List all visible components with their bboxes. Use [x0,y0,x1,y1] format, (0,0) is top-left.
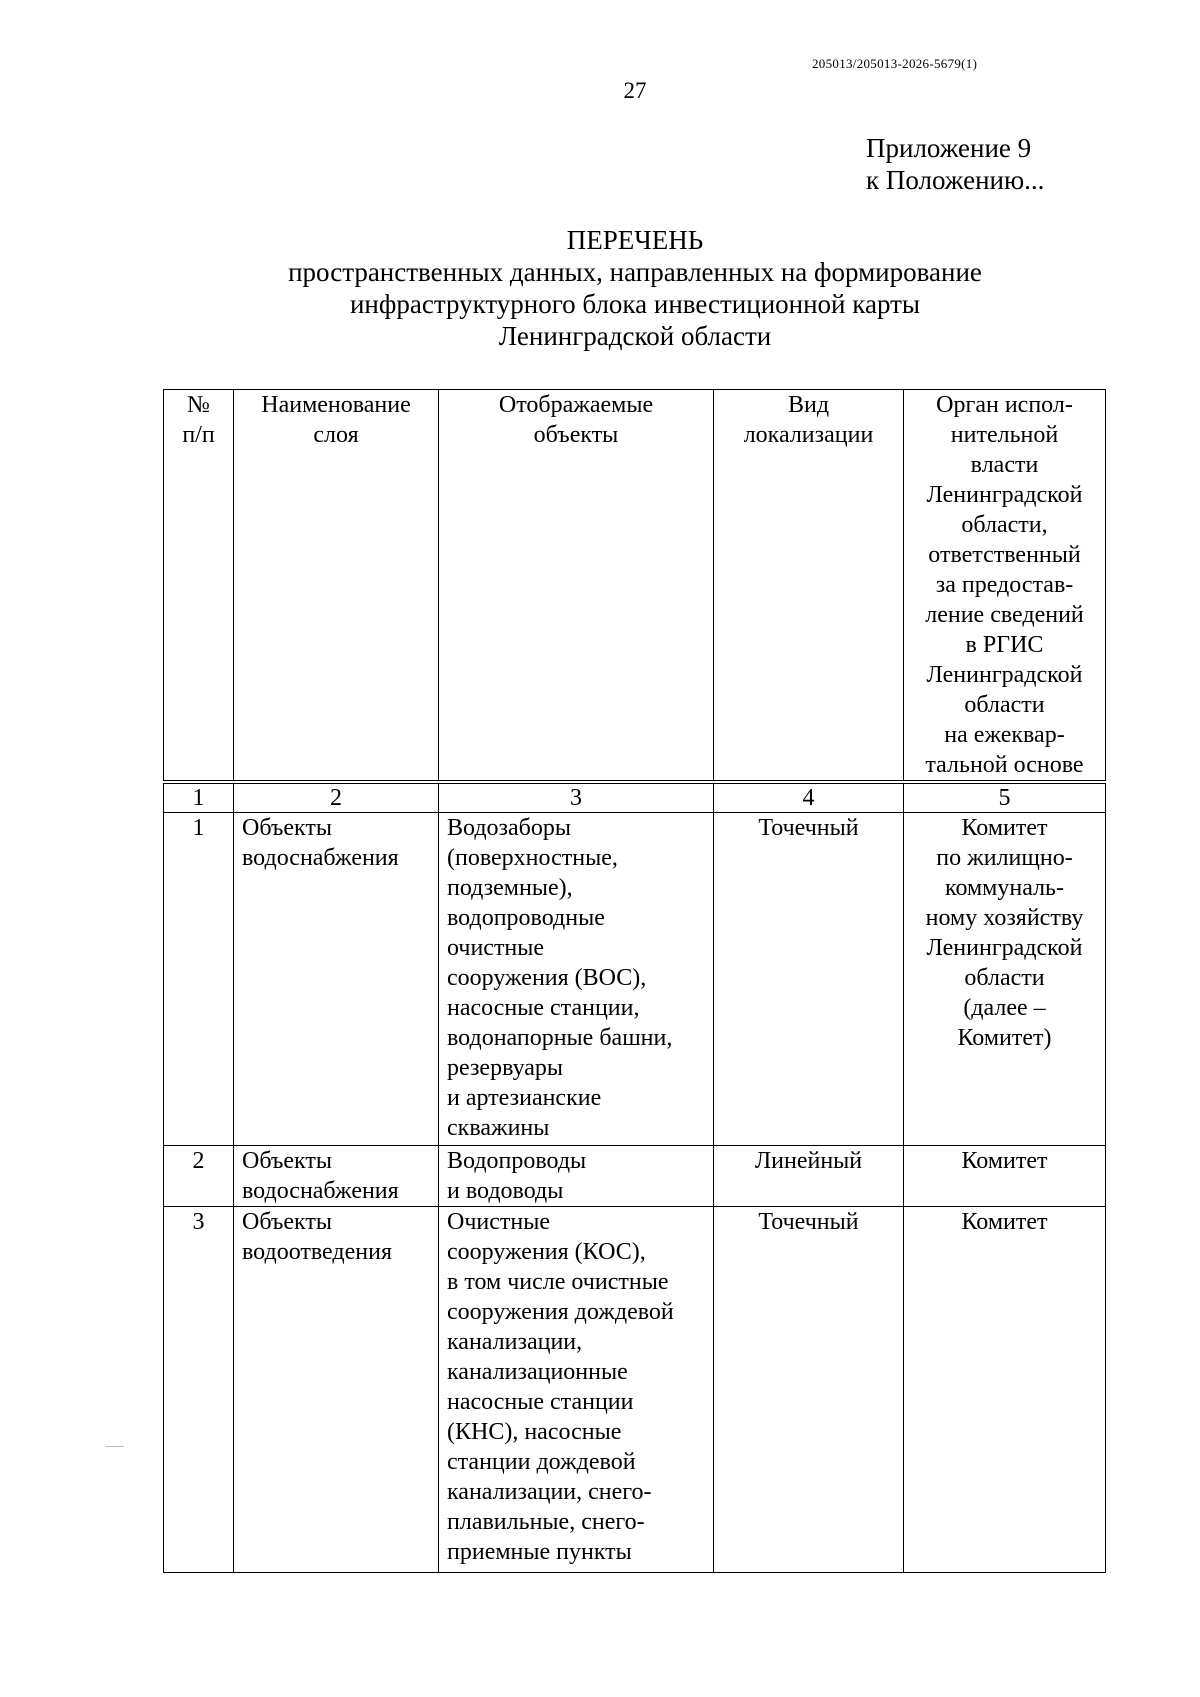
title-line-2: пространственных данных, направленных на формирование [288,257,982,287]
column-numbers-row [164,782,1106,813]
table-row [164,1207,1106,1573]
row-responsible-authority: Комитет [904,1146,1106,1207]
row-layer-name: Объекты водоснабжения [234,1146,439,1207]
scan-margin-mark [106,1446,124,1447]
row-displayed-objects: Очистные сооружения (КОС), в том числе очистные сооружения дождевой канализации, канализационные насосные станции (КНС), насосные станции дождевой канализации, снего- плавильные, снего- приемные пункты [439,1207,714,1573]
row-displayed-objects: Водозаборы (поверхностные, подземные), водопроводные очистные сооружения (ВОС), насосные станции, водонапорные башни, резервуары и артезианские скважины [439,813,714,1146]
column-number: 2 [234,782,439,813]
appendix-line-1: Приложение 9 [866,133,1032,163]
row-number: 2 [164,1146,234,1207]
row-number: 3 [164,1207,234,1573]
column-number: 1 [164,782,234,813]
row-responsible-authority: Комитет [904,1207,1106,1573]
appendix-line-2: к Положению... [866,165,1045,195]
table-header-row [164,390,1106,783]
header-displayed-objects: Отображаемые объекты [439,390,714,783]
column-number: 3 [439,782,714,813]
header-responsible-authority: Орган испол- нительной власти Ленинградской области, ответственный за предостав- ление сведений в РГИС Ленинградской области на ежеквар- тальной основе [904,390,1106,783]
row-layer-name: Объекты водоснабжения [234,813,439,1146]
row-displayed-objects: Водопроводы и водоводы [439,1146,714,1207]
row-localization-type: Линейный [714,1146,904,1207]
row-localization-type: Точечный [714,813,904,1146]
table-row [164,1146,1106,1207]
row-layer-name: Объекты водоотведения [234,1207,439,1573]
table-row [164,813,1106,1146]
title-line-4: Ленинградской области [498,321,772,351]
header-localization-type: Вид локализации [714,390,904,783]
appendix-reference [866,132,1044,196]
title-line-1: ПЕРЕЧЕНЬ [566,225,704,255]
document-code: 205013/205013-2026-5679(1) [812,56,978,71]
column-number: 5 [904,782,1106,813]
column-number: 4 [714,782,904,813]
header-number: № п/п [164,390,234,783]
document-title [0,224,1200,352]
title-line-3: инфраструктурного блока инвестиционной карты [349,289,921,319]
row-number: 1 [164,813,234,1146]
row-localization-type: Точечный [714,1207,904,1573]
header-layer-name: Наименование слоя [234,390,439,783]
row-responsible-authority: Комитет по жилищно- коммуналь- ному хозяйству Ленинградской области (далее – Комитет) [904,813,1106,1146]
data-list-table [163,389,1106,1573]
page-number: 27 [623,78,647,103]
